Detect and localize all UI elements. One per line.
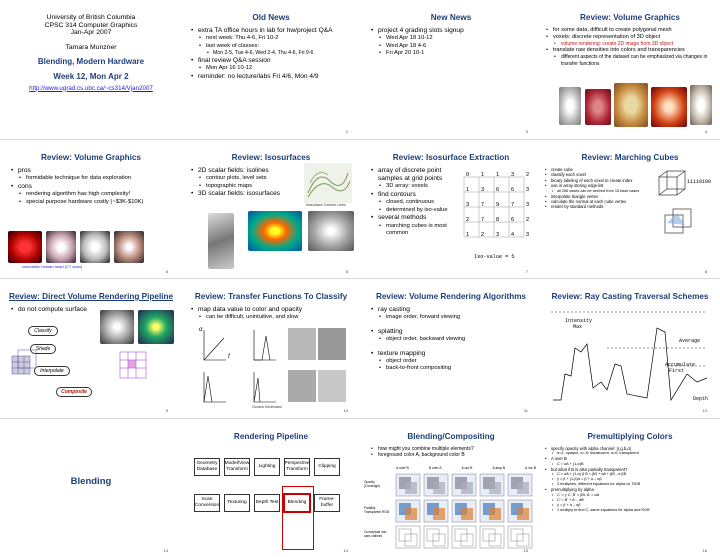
- sub-bullet: • all 256 cases can be derived from 15 base cases: [545, 189, 649, 194]
- row-header-rgb: Partially Transparent RGB: [364, 506, 389, 514]
- max-label: Max: [573, 324, 583, 330]
- slide-4[interactable]: [541, 1, 719, 137]
- grid-value: 1: [466, 232, 470, 238]
- first-label: First: [669, 368, 685, 374]
- slide-title: Review: Isosurfaces: [231, 153, 311, 162]
- slide-2[interactable]: [182, 1, 360, 137]
- page-number: 12: [702, 408, 707, 413]
- box-blending: Blending: [284, 494, 310, 512]
- bullet: • binary labeling of each voxel to create index: [545, 178, 649, 183]
- week: Week 12, Mon Apr 2: [53, 71, 129, 81]
- box-framebuffer: Frame-buffer: [314, 494, 340, 512]
- box-modelview-transform: Model/View Transform: [224, 458, 250, 476]
- image-caption: volumetric human head (CT scan): [22, 264, 83, 269]
- bullet: • extra TA office hours in lab for hw/project Q&A: [190, 27, 354, 35]
- bullet: • classify each voxel: [545, 172, 649, 177]
- index-code: 11110100: [687, 179, 712, 185]
- bullet: • several methods: [370, 214, 462, 222]
- bullet: • splatting: [370, 328, 534, 336]
- composite-cell: [452, 526, 476, 548]
- cube-diagram-2: [663, 207, 693, 237]
- slide-title: Blending/Compositing: [407, 432, 495, 441]
- box-lighting: Lighting: [254, 458, 280, 476]
- box-clipping: Clipping: [314, 458, 340, 476]
- compositing-examples: [394, 472, 538, 554]
- course-url-link[interactable]: http://www.ugrad.cs.ubc.ca/~cs314/Vjan2007: [29, 84, 153, 92]
- composite-cell: [480, 526, 504, 548]
- bullet: • 2D scalar fields: isolines: [190, 167, 300, 175]
- bullet: • for some data, difficult to create polygonal mesh: [545, 27, 717, 34]
- grid-value: 0: [466, 172, 470, 178]
- sub-bullet: • back-to-front compositing: [370, 365, 534, 373]
- box-scan-conversion: Scan Conversion: [194, 494, 220, 512]
- slide-12[interactable]: [541, 280, 719, 416]
- slide-6[interactable]: [182, 141, 360, 277]
- grid-value: 1: [496, 172, 500, 178]
- slide-title: Review: Direct Volume Rendering Pipeline: [8, 292, 174, 301]
- sub-bullet: • volume rendering: create 2D image from 3D object: [545, 41, 717, 47]
- bullet: • create cube: [545, 167, 649, 172]
- grid-value: 3: [526, 202, 530, 208]
- grid-value: 7: [481, 202, 485, 208]
- blending-highlight: [282, 486, 314, 550]
- sub-bullet: • next week: Thu 4-6, Fri 10-2: [190, 35, 354, 43]
- sub-bullet: • marching cubes is most common: [370, 223, 462, 238]
- cube-diagram: [657, 169, 687, 199]
- slide-title: Review: Transfer Functions To Classify: [194, 292, 348, 301]
- bullet: • premultiplying by alpha: [545, 487, 717, 492]
- page-number: 3: [525, 129, 528, 134]
- slide-title: Review: Volume Graphics: [41, 153, 141, 162]
- page-number: 14: [343, 548, 348, 553]
- page-number: 13: [163, 548, 168, 553]
- slide-10[interactable]: [182, 280, 360, 416]
- sub-bullet: • 3 multiplies, different equations for alpha vs. RGB: [545, 482, 717, 487]
- sub-bullet: • last week of classes:: [190, 43, 354, 51]
- bullet: • project 4 grading slots signup: [370, 27, 534, 35]
- isosurface-heat-image: [248, 211, 302, 251]
- col-header: A xor B: [525, 466, 536, 470]
- page-number: 2: [345, 129, 348, 134]
- bullet: • but what if B is also partially transparent?: [545, 467, 717, 472]
- grid-value: 3: [526, 187, 530, 193]
- composite-shape-b: [517, 482, 529, 494]
- page-number: 4: [704, 129, 707, 134]
- sub-bullet: • C' = B' + A' - αB': [545, 498, 717, 503]
- sub-bullet: • 1 multiply to find C, same equations for alpha and RGB: [545, 508, 717, 513]
- page-number: 8: [704, 269, 707, 274]
- sub-bullet: • Fri Apr 20 10-1: [370, 50, 534, 58]
- sub-bullet: • γ = β + (1-β)α = β + α – αβ: [545, 477, 717, 482]
- page-number: 15: [523, 548, 528, 553]
- page-number: 6: [345, 269, 348, 274]
- composite-shape-b: [433, 482, 445, 494]
- grid-value: 1: [466, 187, 470, 193]
- row-header-outlines: Conceptual non-card outlines: [364, 530, 388, 538]
- slide-13[interactable]: [2, 420, 180, 556]
- sub-bullet: • C = αA + (1-α) β B = βB + αA + βB - α βB: [545, 472, 717, 477]
- sub-bullet: • can be difficult, unintuitive, and slow: [190, 314, 354, 322]
- intensity-label: Intensity: [565, 318, 593, 324]
- sub-bullet: • closed, continuous: [370, 199, 462, 207]
- slide-title: Premultiplying Colors: [587, 432, 673, 441]
- section-title: Blending: [70, 476, 112, 487]
- grid-value: 7: [511, 202, 515, 208]
- sub-bullet: • γ = β + α – αβ: [545, 503, 717, 508]
- grid-value: 2: [481, 232, 485, 238]
- col-header: A atop B: [492, 466, 506, 470]
- col-header: B over A: [428, 466, 442, 470]
- bullet: • render by standard methods: [545, 204, 649, 209]
- row-header-opacity: Opacity (Coverage): [364, 480, 380, 488]
- sub-bullet: • topographic maps: [190, 183, 300, 191]
- image-caption: Isosurface Contour Lines: [306, 203, 346, 207]
- bullet: • 3D scalar fields: isosurfaces: [190, 190, 300, 198]
- slide-title: Review: Volume Graphics: [580, 13, 680, 22]
- alpha-axis-label: α: [199, 327, 203, 333]
- composite-cell: [424, 526, 448, 548]
- contour-plot-image: [304, 163, 352, 203]
- grid-value: 3: [511, 172, 515, 178]
- grid-value: 9: [496, 202, 500, 208]
- page-number: 10: [343, 408, 348, 413]
- course: CPSC 314 Computer Graphics: [44, 21, 138, 29]
- sub-bullet: • determined by iso-value: [370, 207, 462, 215]
- slide-title: Review: Isosurface Extraction: [392, 153, 510, 162]
- bullet: • final review Q&A session: [190, 57, 354, 65]
- author: Tamara Munzner: [65, 43, 117, 51]
- sub-bullet: • object order, backward viewing: [370, 336, 534, 344]
- bullet: • find contours: [370, 191, 462, 199]
- col-header: A over B: [396, 466, 409, 470]
- grid-value: 3: [466, 202, 470, 208]
- slide-1[interactable]: [2, 1, 180, 137]
- slide-15[interactable]: [362, 420, 540, 556]
- bullet: • how might you combine multiple elements?: [370, 446, 534, 452]
- page-number: 7: [525, 269, 528, 274]
- sub-bullet: • α=1: opaque, α=.5: translucent, α=0: transparent: [545, 451, 717, 456]
- topic: Blending, Modern Hardware: [37, 57, 145, 67]
- slide-title: Old News: [252, 13, 290, 22]
- slide-9[interactable]: [2, 280, 180, 416]
- grid-value: 6: [496, 187, 500, 193]
- grid-value: 3: [481, 187, 485, 193]
- grid-value: 7: [481, 217, 485, 223]
- composite-shape-b: [405, 508, 417, 520]
- box-geometry-database: Geometry Database: [194, 458, 220, 476]
- box-perspective-transform: Perspective Transform: [284, 458, 310, 476]
- voxel-grid-icon: [10, 346, 40, 386]
- slide-14[interactable]: [182, 420, 360, 556]
- stage-interpolate: Interpolate: [34, 366, 70, 376]
- bullet: • texture mapping: [370, 350, 534, 358]
- bullet: • voxels: discrete representation of 3D object: [545, 34, 717, 41]
- sub-bullet: • formidable technique for data exploration: [10, 175, 174, 183]
- sub-bullet: • rendering algorithm has high complexity!: [10, 191, 174, 199]
- slide-11[interactable]: [362, 280, 540, 416]
- composite-cell: [508, 526, 532, 548]
- grid-value: 6: [511, 217, 515, 223]
- bullet: • interpolate triangle vertex: [545, 194, 649, 199]
- sub-sub-bullet: • Mon 2-5, Tue 4-6, Wed 2-4, Thu 4-6, Fri 9-6: [190, 50, 354, 57]
- box-texturing: Texturing: [224, 494, 250, 512]
- bullet: • translate raw densities into colors and transparencies: [545, 47, 717, 54]
- slide-7[interactable]: [362, 141, 540, 277]
- bullet: • array of discrete point samples at grid points: [370, 167, 462, 183]
- sub-bullet: • contour plots, level sets: [190, 175, 300, 183]
- stage-composite: Composite: [56, 387, 92, 397]
- sub-bullet: • object order: [370, 358, 534, 366]
- image-credit: Gordon Kindlmann: [252, 405, 282, 409]
- composite-shape-b: [405, 482, 417, 494]
- slide-title: Review: Marching Cubes: [581, 153, 679, 162]
- slide-5[interactable]: [2, 141, 180, 277]
- stage-shade: Shade: [30, 344, 56, 354]
- sub-bullet: • 3D array: voxels: [370, 183, 462, 191]
- composite-shape-b: [433, 508, 445, 520]
- bullet: • foreground color A, background color B: [370, 452, 534, 458]
- bullet: • reminder: no lecture/labs Fri 4/6, Mon 4/9: [190, 73, 354, 81]
- head-image: [100, 310, 134, 344]
- bullet: • do not compute surface: [10, 306, 174, 314]
- slide-title: Rendering Pipeline: [233, 432, 309, 441]
- grid-value: 4: [511, 232, 515, 238]
- sub-bullet: • Mon Apr 16 10-12: [190, 65, 354, 73]
- grid-value: 3: [496, 232, 500, 238]
- sub-bullet: • Wed Apr 18 4-6: [370, 43, 534, 51]
- f-axis-label: f: [228, 354, 230, 360]
- ray-grid-icon: [114, 346, 154, 392]
- depth-label: Depth: [693, 396, 709, 402]
- page-number: 16: [702, 548, 707, 553]
- university: University of British Columbia: [46, 14, 136, 21]
- iso-grid: [458, 171, 538, 253]
- page-number: 9: [165, 408, 168, 413]
- bullet: • cons: [10, 183, 174, 191]
- slide-16[interactable]: [541, 420, 719, 556]
- slide-3[interactable]: [362, 1, 540, 137]
- grid-value: 6: [511, 187, 515, 193]
- sub-bullet: • C' = γ C, B' = βB, A' = αA: [545, 493, 717, 498]
- page-number: 5: [165, 269, 168, 274]
- slide-title: Review: Ray Casting Traversal Schemes: [551, 292, 709, 301]
- composite-shape-b: [489, 482, 501, 494]
- composite-cell: [396, 526, 420, 548]
- grid-value: 8: [496, 217, 500, 223]
- isosurface-bone-image: [208, 213, 234, 269]
- sub-bullet: • different aspects of the dataset can be emphasized via changes in transfer functions: [545, 54, 717, 67]
- page-number: 11: [523, 408, 528, 413]
- bullet: • pros: [10, 167, 174, 175]
- composite-shape-b: [489, 508, 501, 520]
- stage-classify: Classify: [28, 326, 58, 336]
- date: Jan-Apr 2007: [70, 29, 112, 37]
- sub-bullet: • C = αA + (1-α)B: [545, 462, 717, 467]
- isosurface-skull-image: [308, 211, 354, 251]
- slide-title: New News: [430, 13, 472, 22]
- box-depth-test: Depth Test: [254, 494, 280, 512]
- composite-shape-b: [461, 508, 473, 520]
- bullet: • ray casting: [370, 306, 534, 314]
- average-label: Average: [679, 338, 701, 344]
- col-header: A out B: [461, 466, 473, 470]
- transfer-function-plots: [196, 326, 346, 406]
- grid-value: 2: [466, 217, 470, 223]
- compositing-column-headers: [396, 466, 536, 470]
- slide-8[interactable]: [541, 141, 719, 277]
- bullet: • specify opacity with alpha channel: (r,g,b,α): [545, 446, 717, 451]
- grid-value: 2: [526, 217, 530, 223]
- sub-bullet: • special purpose hardware costly (~$3K-$10K): [10, 199, 174, 207]
- iso-value-label: Iso-value = 5: [474, 254, 515, 260]
- bullet: • calculate the normal at each cube vertex: [545, 199, 649, 204]
- sub-bullet: • image order, forward viewing: [370, 314, 534, 322]
- grid-value: 3: [526, 232, 530, 238]
- accumulate-label: Accumulate: [665, 362, 696, 368]
- grid-value: 1: [481, 172, 485, 178]
- composite-shape-b: [517, 508, 529, 520]
- bullet: • map data value to color and opacity: [190, 306, 354, 314]
- composite-shape-b: [461, 482, 473, 494]
- bullet: • use in array storing edge list: [545, 183, 649, 188]
- sub-bullet: • Wed Apr 18 10-12: [370, 35, 534, 43]
- grid-value: 2: [526, 172, 530, 178]
- slide-title: Review: Volume Rendering Algorithms: [375, 292, 527, 301]
- bullet: • A over B: [545, 456, 717, 461]
- tissue-image: [138, 310, 174, 344]
